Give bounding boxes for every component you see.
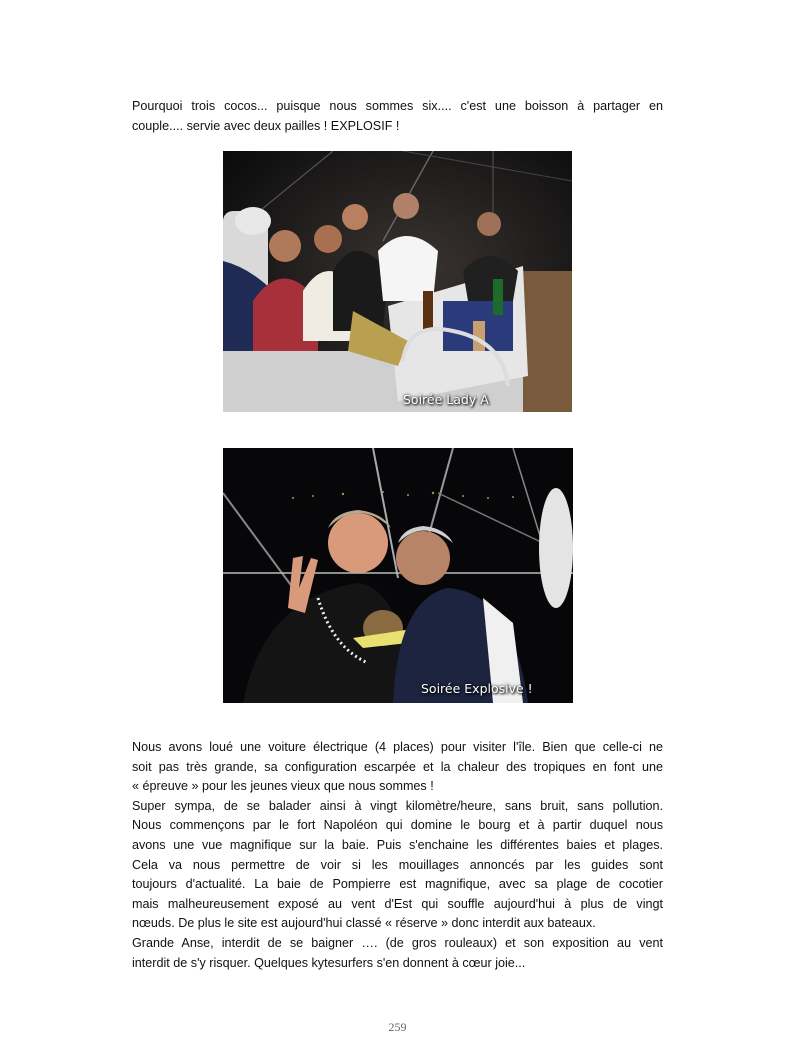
photo-caption: Soirée Explosive ! [421,681,533,696]
body-line: Grande Anse, interdit de se baigner …. (de gros rouleaux) et son exposition au vent [132,935,663,950]
body-line: interdit de s'y risquer. Quelques kytesurfers s'en donnent à cœur joie... [132,955,526,970]
photo-lady-a-scene [223,151,572,412]
body-line: mais malheureusement exposé au vent d'Est qui souffle aujourd'hui à plus de vingt [132,896,663,911]
photo-caption: Soirée Lady A [403,392,489,407]
body-line: Nous avons loué une voiture électrique (4 places) pour visiter l'île. Bien que celle-ci ne [132,740,663,754]
body-line: Cela va nous permettre de voir si les mouillages annoncés par les guides sont [132,857,663,872]
body-line: Nous commençons par le fort Napoléon qui domine le bourg et à partir duquel nous [132,818,663,833]
body-line: soit pas très grande, sa configuration escarpée et la chaleur des tropiques en font une [132,759,663,774]
body-line: toujours d'actualité. La baie de Pompierre est magnifique, avec sa plage de cocotier [132,877,663,892]
body-paragraph [132,738,663,973]
page-number: 259 [388,1020,407,1034]
photo-explosive-scene [223,448,573,703]
intro-paragraph [132,97,663,136]
intro-line: Pourquoi trois cocos... puisque nous sommes six.... c'est une boisson à partager en [132,99,663,113]
photo-lady-a [223,151,572,412]
body-line: nœuds. De plus le site est aujourd'hui classé « réserve » donc interdit aux bateaux. [132,916,596,931]
body-line: avons une vue magnifique sur la baie. Puis s'enchaine les différentes baies et plages. [132,837,663,852]
body-line: Super sympa, de se balader ainsi à vingt kilomètre/heure, sans bruit, sans pollution. [132,798,663,813]
body-line: « épreuve » pour les jeunes vieux que nous sommes ! [132,779,434,794]
intro-line: couple.... servie avec deux pailles ! EXPLOSIF ! [132,118,400,133]
photo-explosive [223,448,573,703]
